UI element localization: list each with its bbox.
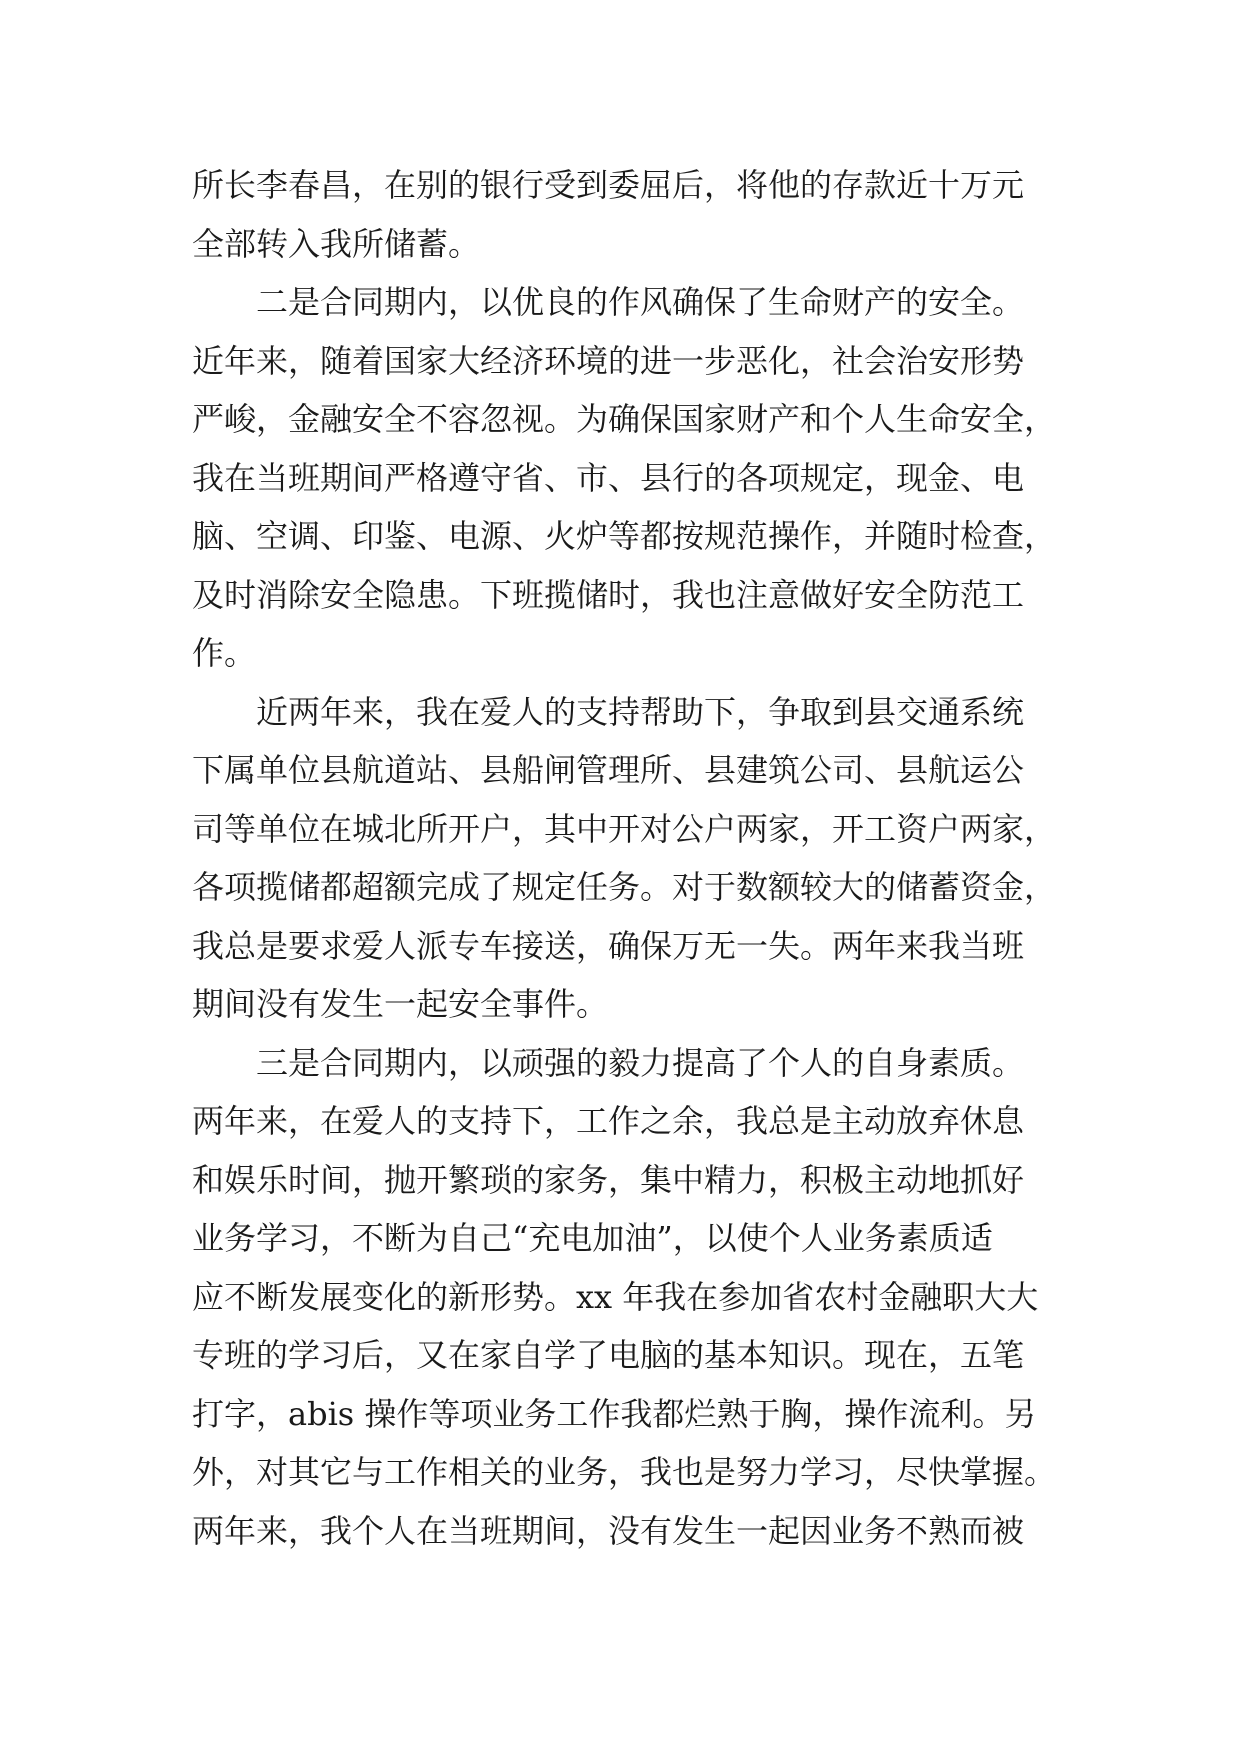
text-line: 我在当班期间严格遵守省、市、县行的各项规定，现金、电 (192, 458, 1025, 497)
text-line: 和娱乐时间，抛开繁琐的家务，集中精力，积极主动地抓好 (192, 1160, 1025, 1199)
text-line: 打字，abis 操作等项业务工作我都烂熟于胸，操作流利。另 (192, 1394, 1037, 1433)
text-line: 二是合同期内，以优良的作风确保了生命财产的安全。 (256, 283, 1025, 321)
body-text (192, 156, 1072, 1560)
text-line: 业务学习，不断为自己“充电加油”，以使个人业务素质适 (192, 1219, 993, 1257)
text-line: 作。 (192, 634, 257, 672)
text-line: 下属单位县航道站、县船闸管理所、县建筑公司、县航运公 (192, 751, 1025, 789)
text-line: 及时消除安全隐患。下班揽储时，我也注意做好安全防范工 (192, 575, 1025, 614)
text-line: 近年来，随着国家大经济环境的进一步恶化，社会治安形势 (192, 341, 1025, 380)
text-line: 我总是要求爱人派专车接送，确保万无一失。两年来我当班 (192, 926, 1025, 965)
text-line: 两年来，在爱人的支持下，工作之余，我总是主动放弃休息 (192, 1102, 1025, 1140)
text-line: 应不断发展变化的新形势。xx 年我在参加省农村金融职大大 (192, 1277, 1039, 1316)
text-line: 全部转入我所储蓄。 (192, 224, 481, 263)
text-line: 外，对其它与工作相关的业务，我也是努力学习，尽快掌握。 (192, 1453, 1057, 1491)
text-line: 严峻，金融安全不容忽视。为确保国家财产和个人生命安全， (192, 400, 1057, 438)
text-line: 三是合同期内，以顽强的毅力提高了个人的自身素质。 (256, 1043, 1025, 1082)
text-line: 司等单位在城北所开户，其中开对公户两家，开工资户两家， (192, 809, 1057, 848)
text-line: 期间没有发生一起安全事件。 (192, 985, 609, 1023)
text-line: 近两年来，我在爱人的支持帮助下，争取到县交通系统 (256, 692, 1025, 731)
text-line: 脑、空调、印鉴、电源、火炉等都按规范操作，并随时检查， (192, 517, 1057, 555)
text-line: 各项揽储都超额完成了规定任务。对于数额较大的储蓄资金， (192, 868, 1057, 906)
text-line: 所长李春昌，在别的银行受到委屈后，将他的存款近十万元 (192, 166, 1025, 204)
text-line: 专班的学习后，又在家自学了电脑的基本知识。现在，五笔 (192, 1336, 1025, 1374)
text-line: 两年来，我个人在当班期间，没有发生一起因业务不熟而被 (192, 1511, 1025, 1550)
